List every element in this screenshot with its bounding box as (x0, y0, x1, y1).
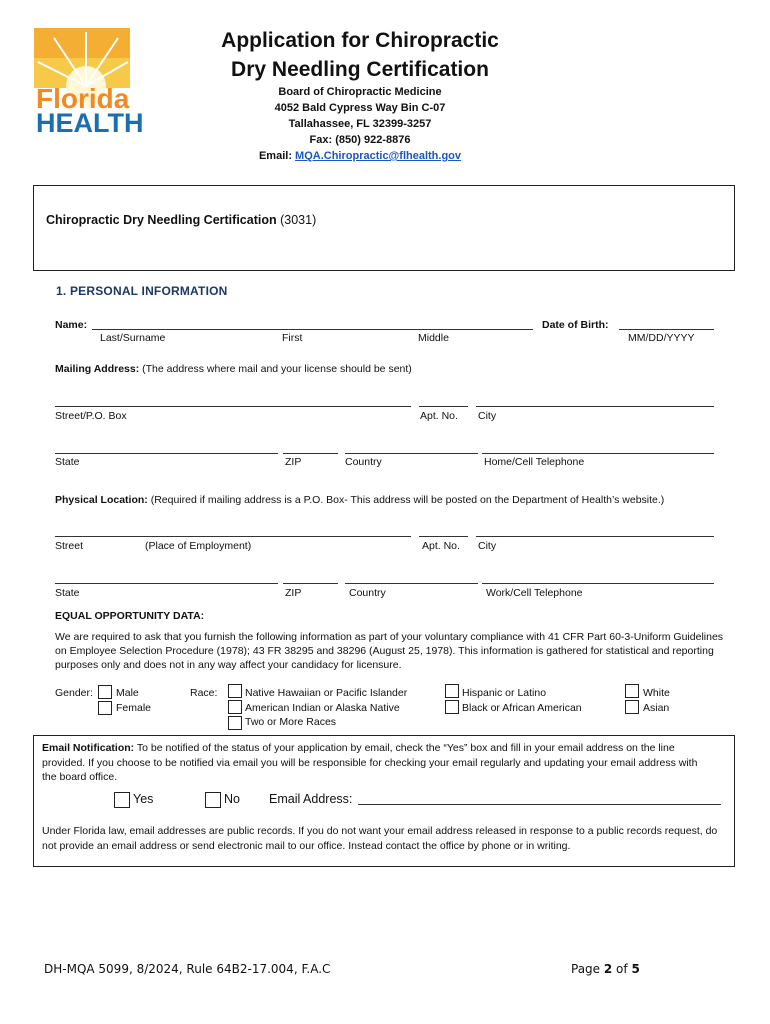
country-caption-2: Country (349, 587, 386, 599)
work-phone-field[interactable] (482, 583, 714, 584)
certification-code: (3031) (280, 213, 317, 227)
physical-apt-field[interactable] (419, 536, 468, 537)
first-name-caption: First (282, 332, 303, 344)
email-address-label: Email Address: (269, 792, 353, 806)
physical-country-field[interactable] (345, 583, 478, 584)
street-caption: Street (55, 540, 84, 552)
section-personal-information-heading: 1. PERSONAL INFORMATION (56, 284, 228, 298)
race-aian-checkbox[interactable] (228, 700, 242, 714)
gender-label: Gender: (55, 687, 93, 699)
page-of: of (612, 962, 632, 976)
race-nhpi-label: Native Hawaiian or Pacific Islander (245, 687, 408, 699)
physical-zip-field[interactable] (283, 583, 338, 584)
eeo-text: We are required to ask that you furnish the following information as part of your voluntary compliance with 41 CFR Part 60-3-Uniform Guidelines on Employee Selection Procedure (1978); 43 FR 38295 and 38296 (August 25, 1978). This information is gathered for statistical and reporting purposes only and does not in any way affect your candidacy for licensure. (55, 631, 724, 671)
board-fax: Fax: (850) 922-8876 (309, 134, 411, 146)
page-title (160, 26, 560, 84)
mailing-apt-field[interactable] (419, 406, 468, 407)
physical-location-heading (55, 494, 735, 506)
race-black-checkbox[interactable] (445, 700, 459, 714)
board-name: Board of Chiropractic Medicine (278, 86, 442, 98)
eeo-heading: EQUAL OPPORTUNITY DATA: (55, 610, 205, 622)
zip-caption: ZIP (285, 456, 302, 468)
mailing-state-field[interactable] (55, 453, 278, 454)
board-contact-block (160, 84, 560, 164)
title-line-1: Application for Chiropractic (221, 29, 499, 52)
board-address: 4052 Bald Cypress Way Bin C-07 (274, 102, 446, 114)
physical-label: Physical Location: (55, 494, 148, 506)
name-label: Name: (55, 319, 88, 331)
race-nhpi-checkbox[interactable] (228, 684, 242, 698)
race-hispanic-checkbox[interactable] (445, 684, 459, 698)
board-email-row (160, 148, 560, 164)
apt-caption: Apt. No. (420, 410, 458, 422)
physical-state-field[interactable] (55, 583, 278, 584)
page-number (571, 962, 640, 976)
email-public-records-notice: Under Florida law, email addresses are public records. If you do not want your email address released in response to a public records request, do not provide an email address or send electronic mail to our office. Instead contact the office by phone or in writing. (42, 825, 718, 852)
mailing-address-heading (55, 363, 412, 375)
race-two-label: Two or More Races (245, 716, 337, 728)
race-white-label: White (643, 687, 670, 699)
email-no-checkbox[interactable] (205, 792, 221, 808)
state-caption-2: State (55, 587, 80, 599)
apt-caption-2: Apt. No. (422, 540, 460, 552)
name-field[interactable] (92, 329, 533, 330)
board-email-link[interactable]: MQA.Chiropractic@flhealth.gov (295, 150, 462, 162)
sun-logo-icon (34, 28, 144, 138)
city-caption: City (478, 410, 497, 422)
mailing-label: Mailing Address: (55, 363, 140, 375)
race-asian-label: Asian (643, 702, 670, 714)
email-notification-body: To be notified of the status of your application by email, check the “Yes” box and fill in your email address on the line provided. If you choose to be notified via email you will be responsible for checking your email regularly and updating your email address with the board office. (42, 742, 698, 783)
logo-florida-text: Florida (36, 83, 130, 114)
street-po-caption: Street/P.O. Box (55, 410, 127, 422)
page-prefix: Page (571, 962, 604, 976)
dob-field[interactable] (619, 329, 714, 330)
logo-health-text: HEALTH (36, 108, 144, 138)
race-asian-checkbox[interactable] (625, 700, 639, 714)
total-pages: 5 (631, 962, 640, 976)
florida-health-logo (34, 28, 144, 138)
certification-title (46, 213, 316, 227)
work-phone-caption: Work/Cell Telephone (486, 587, 583, 599)
email-yes-label: Yes (133, 792, 154, 806)
email-address-field[interactable] (358, 804, 721, 805)
mailing-country-field[interactable] (345, 453, 478, 454)
email-yes-checkbox[interactable] (114, 792, 130, 808)
race-white-checkbox[interactable] (625, 684, 639, 698)
race-black-label: Black or African American (462, 702, 582, 714)
email-no-label: No (224, 792, 240, 806)
zip-caption-2: ZIP (285, 587, 302, 599)
race-two-checkbox[interactable] (228, 716, 242, 730)
current-page: 2 (603, 962, 613, 976)
country-caption: Country (345, 456, 382, 468)
mailing-note: (The address where mail and your license should be sent) (142, 363, 412, 375)
mailing-street-field[interactable] (55, 406, 411, 407)
middle-name-caption: Middle (418, 332, 449, 344)
title-line-2: Dry Needling Certification (231, 58, 489, 81)
place-caption: (Place of Employment) (145, 540, 252, 552)
dob-format-caption: MM/DD/YYYY (628, 332, 695, 344)
home-phone-field[interactable] (482, 453, 714, 454)
gender-female-label: Female (116, 702, 152, 714)
certification-name: Chiropractic Dry Needling Certification (46, 213, 277, 227)
state-caption: State (55, 456, 80, 468)
mailing-zip-field[interactable] (283, 453, 338, 454)
race-label: Race: (190, 687, 218, 699)
race-aian-label: American Indian or Alaska Native (245, 702, 400, 714)
city-caption-2: City (478, 540, 497, 552)
physical-note: (Required if mailing address is a P.O. Box- This address will be posted on the Department of Health’s website.) (150, 494, 665, 506)
certification-box (33, 185, 735, 271)
mailing-city-field[interactable] (476, 406, 714, 407)
dob-label: Date of Birth: (542, 319, 609, 331)
gender-female-checkbox[interactable] (98, 701, 112, 715)
email-notification-text (42, 741, 714, 785)
last-name-caption: Last/Surname (100, 332, 166, 344)
email-label: Email: (258, 150, 292, 162)
gender-male-label: Male (116, 687, 139, 699)
board-city: Tallahassee, FL 32399-3257 (288, 118, 432, 130)
race-hispanic-label: Hispanic or Latino (462, 687, 547, 699)
form-number: DH-MQA 5099, 8/2024, Rule 64B2-17.004, F.A.C (44, 962, 331, 976)
gender-male-checkbox[interactable] (98, 685, 112, 699)
physical-street-field[interactable] (55, 536, 411, 537)
home-phone-caption: Home/Cell Telephone (484, 456, 585, 468)
email-notification-label: Email Notification: (42, 742, 135, 754)
physical-city-field[interactable] (476, 536, 714, 537)
